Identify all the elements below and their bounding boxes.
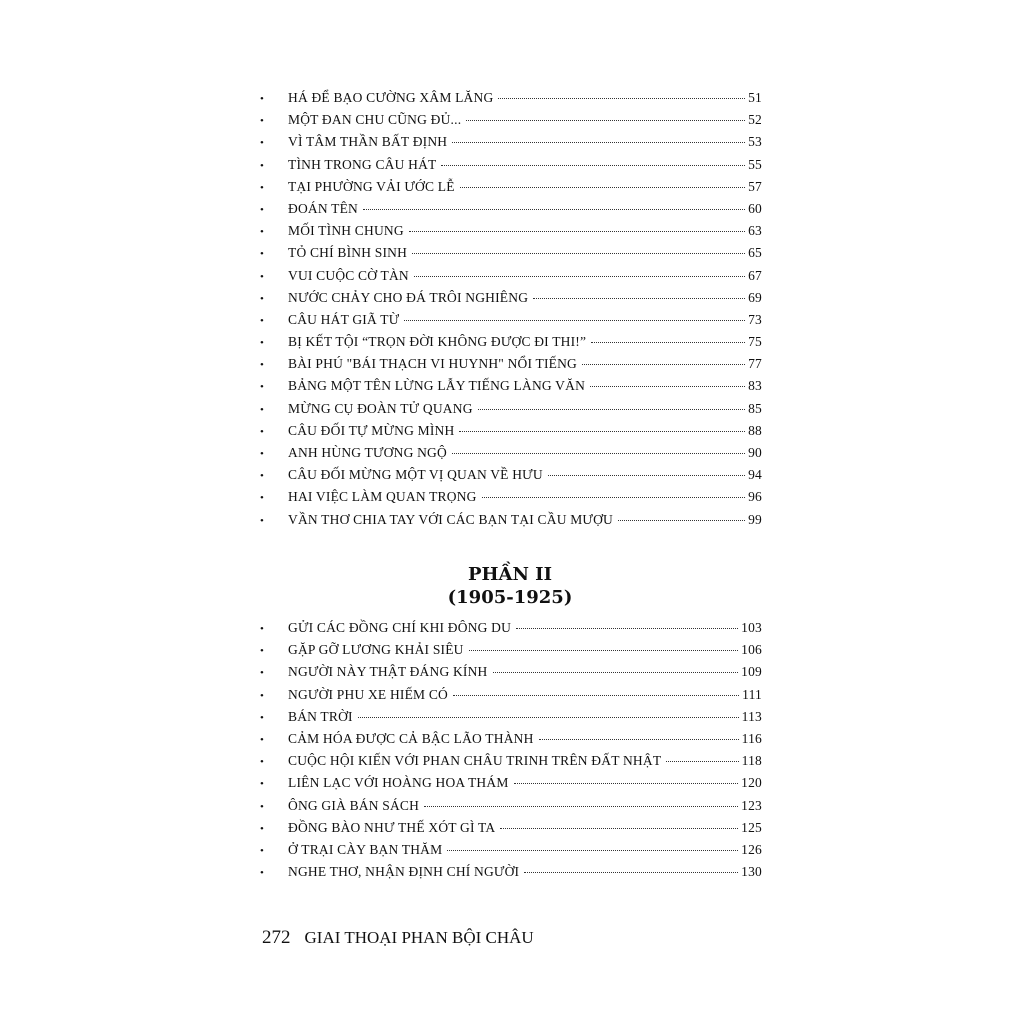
- toc-entry-page-number: 99: [748, 511, 762, 527]
- bullet-icon: •: [260, 292, 265, 305]
- toc-entry-page-number: 88: [748, 422, 762, 438]
- toc-entry: [258, 617, 762, 639]
- toc-entry-title: HÁ ĐỂ BẠO CƯỜNG XÂM LĂNG: [288, 90, 494, 105]
- dot-leader: [524, 872, 738, 873]
- toc-entry-page-number: 75: [748, 334, 762, 350]
- dot-leader: [412, 253, 745, 254]
- toc-entry-page-number: 126: [741, 841, 762, 857]
- dot-leader: [591, 342, 745, 343]
- bullet-icon: •: [260, 623, 265, 635]
- toc-entry-page-number: 85: [748, 400, 762, 416]
- dot-leader: [666, 761, 738, 762]
- toc-entry-page-number: 123: [741, 797, 762, 813]
- toc-entry: [258, 817, 762, 839]
- toc-entry-title: HAI VIỆC LÀM QUAN TRỌNG: [288, 489, 477, 505]
- bullet-icon: •: [260, 137, 265, 150]
- dot-leader: [493, 672, 739, 673]
- bullet-icon: •: [260, 314, 265, 327]
- toc-entry-page-number: 55: [748, 156, 762, 172]
- toc-entry: [258, 639, 762, 661]
- toc-entry-page-number: 67: [748, 267, 762, 283]
- running-title: GIAI THOẠI PHAN BỘI CHÂU: [304, 928, 534, 947]
- toc-entry-page-number: 57: [748, 178, 762, 194]
- bullet-icon: •: [260, 733, 265, 746]
- toc-entry: [258, 464, 762, 486]
- toc-entry-page-number: 111: [742, 686, 762, 702]
- toc-entry-page-number: 103: [741, 620, 762, 635]
- toc-entry-title: TỎ CHÍ BÌNH SINH: [288, 245, 408, 261]
- dot-leader: [548, 475, 745, 476]
- bullet-icon: •: [260, 203, 265, 216]
- toc-entry-page-number: 106: [741, 642, 762, 658]
- bullet-icon: •: [260, 778, 265, 791]
- toc-entry: [258, 750, 762, 772]
- bullet-icon: •: [260, 867, 265, 880]
- toc-entry-title: VẦN THƠ CHIA TAY VỚI CÁC BẠN TẠI CẦU MƯỢU: [288, 511, 613, 527]
- bullet-icon: •: [260, 159, 265, 172]
- toc-entry: [258, 684, 762, 706]
- dot-leader: [469, 650, 739, 651]
- toc-entry-title: NGƯỜI PHU XE HIẾM CÓ: [288, 686, 448, 702]
- bullet-icon: •: [260, 381, 265, 394]
- toc-entry: [258, 198, 762, 220]
- page-number: 272: [262, 927, 291, 948]
- bullet-icon: •: [260, 115, 265, 128]
- toc-entry-page-number: 77: [748, 356, 762, 372]
- toc-entry-title: Ở TRẠI CÀY BẠN THĂM: [288, 841, 443, 857]
- toc-entry-title: CÂU ĐỐI MỪNG MỘT VỊ QUAN VỀ HƯU: [288, 467, 543, 483]
- dot-leader: [460, 187, 745, 188]
- part-heading: [258, 563, 762, 609]
- toc-entry: [258, 728, 762, 750]
- dot-leader: [618, 520, 745, 521]
- toc-entry-page-number: 113: [741, 708, 762, 724]
- bullet-icon: •: [260, 711, 265, 724]
- toc-entry-title: CUỘC HỘI KIẾN VỚI PHAN CHÂU TRINH TRÊN ĐẤT NHẬT: [288, 753, 662, 769]
- toc-entry-page-number: 94: [748, 467, 762, 483]
- dot-leader: [514, 783, 739, 784]
- bullet-icon: •: [260, 226, 265, 239]
- toc-entry: [258, 661, 762, 683]
- dot-leader: [424, 806, 738, 807]
- dot-leader: [453, 695, 739, 696]
- toc-entry-title: TẠI PHƯỜNG VẢI ƯỚC LỄ: [288, 178, 455, 194]
- toc-entry-page-number: 53: [748, 134, 762, 150]
- toc-entry: [258, 265, 762, 287]
- bullet-icon: •: [260, 448, 265, 460]
- dot-leader: [363, 209, 745, 210]
- dot-leader: [447, 850, 738, 851]
- dot-leader: [409, 231, 745, 232]
- bullet-icon: •: [260, 844, 265, 857]
- toc-entry: [258, 486, 762, 508]
- toc-entry: [258, 706, 762, 728]
- toc-entry: [258, 442, 762, 464]
- toc-entry-title: GỬI CÁC ĐỒNG CHÍ KHI ĐÔNG DU: [288, 620, 512, 635]
- toc-entry-title: VÌ TÂM THẦN BẤT ĐỊNH: [288, 134, 448, 150]
- toc-entry: [258, 375, 762, 397]
- dot-leader: [482, 497, 745, 498]
- part-years: (1905-1925): [447, 587, 573, 608]
- toc-entry-title: TÌNH TRONG CÂU HÁT: [288, 156, 437, 172]
- dot-leader: [441, 165, 745, 166]
- bullet-icon: •: [260, 248, 265, 261]
- bullet-icon: •: [260, 93, 265, 105]
- toc-entry-page-number: 120: [741, 775, 762, 791]
- bullet-icon: •: [260, 181, 265, 194]
- toc-entry-page-number: 73: [748, 311, 762, 327]
- bullet-icon: •: [260, 800, 265, 813]
- toc-entry-title: BẢNG MỘT TÊN LỪNG LẪY TIẾNG LÀNG VĂN: [288, 378, 586, 394]
- dot-leader: [358, 717, 739, 718]
- dot-leader: [414, 276, 745, 277]
- bullet-icon: •: [260, 492, 265, 505]
- bullet-icon: •: [260, 403, 265, 416]
- toc-entry-title: ĐỒNG BÀO NHƯ THẾ XÓT GÌ TA: [288, 819, 496, 835]
- bullet-icon: •: [260, 822, 265, 835]
- toc-entry-title: MỪNG CỤ ĐOÀN TỬ QUANG: [288, 400, 473, 416]
- toc-entry: [258, 220, 762, 242]
- dot-leader: [590, 386, 745, 387]
- toc-entry: [258, 509, 762, 531]
- dot-leader: [516, 628, 738, 629]
- bullet-icon: •: [260, 359, 265, 372]
- toc-entry: [258, 176, 762, 198]
- toc-entry-title: ĐOÁN TÊN: [288, 200, 358, 216]
- bullet-icon: •: [260, 425, 265, 438]
- dot-leader: [466, 120, 745, 121]
- dot-leader: [500, 828, 738, 829]
- bullet-icon: •: [260, 689, 265, 702]
- dot-leader: [539, 739, 739, 740]
- toc-entry: [258, 839, 762, 861]
- toc-entry: [258, 242, 762, 264]
- toc-entry-title: BÀI PHÚ "BÁI THẠCH VI HUYNH" NỔI TIẾNG: [288, 356, 577, 372]
- toc-entry-page-number: 51: [748, 90, 762, 105]
- toc-entry-page-number: 52: [748, 112, 762, 128]
- toc-entry-title: CẢM HÓA ĐƯỢC CẢ BẬC LÃO THÀNH: [288, 730, 534, 746]
- toc-entry-page-number: 116: [741, 730, 762, 746]
- toc-entry-page-number: 90: [748, 445, 762, 460]
- bullet-icon: •: [260, 667, 265, 680]
- toc-entry-title: BỊ KẾT TỘI “TRỌN ĐỜI KHÔNG ĐƯỢC ĐI THI!”: [288, 334, 587, 350]
- toc-entry: [258, 87, 762, 109]
- toc-entry-title: NGHE THƠ, NHẬN ĐỊNH CHÍ NGƯỜI: [288, 864, 520, 880]
- bullet-icon: •: [260, 756, 265, 769]
- toc-entry: [258, 309, 762, 331]
- toc-entry-title: CÂU ĐỐI TỰ MỪNG MÌNH: [288, 422, 455, 438]
- toc-entry-page-number: 118: [741, 753, 762, 769]
- toc-entry: [258, 353, 762, 375]
- bullet-icon: •: [260, 514, 265, 527]
- toc-entry-page-number: 130: [741, 864, 762, 880]
- bullet-icon: •: [260, 470, 265, 483]
- toc-entry: [258, 131, 762, 153]
- toc-entry: [258, 287, 762, 309]
- toc-list-part-1: [258, 87, 762, 531]
- toc-entry-page-number: 63: [748, 223, 762, 239]
- bullet-icon: •: [260, 337, 265, 350]
- toc-entry-page-number: 96: [748, 489, 762, 505]
- dot-leader: [533, 298, 745, 299]
- toc-entry-title: MỘT ĐAN CHU CŨNG ĐỦ...: [288, 112, 462, 128]
- toc-entry-page-number: 60: [748, 200, 762, 216]
- toc-entry-page-number: 83: [748, 378, 762, 394]
- toc-entry: [258, 861, 762, 883]
- toc-entry: [258, 772, 762, 794]
- part-title: PHẦN II: [467, 564, 553, 585]
- toc-entry-title: VUI CUỘC CỜ TÀN: [288, 267, 409, 283]
- toc-entry: [258, 795, 762, 817]
- dot-leader: [452, 453, 745, 454]
- toc-entry: [258, 331, 762, 353]
- dot-leader: [404, 320, 745, 321]
- dot-leader: [459, 431, 745, 432]
- bullet-icon: •: [260, 270, 265, 283]
- toc-entry: [258, 398, 762, 420]
- bullet-icon: •: [260, 645, 265, 658]
- toc-entry-page-number: 109: [741, 664, 762, 680]
- toc-entry-page-number: 65: [748, 245, 762, 261]
- toc-entry-title: CÂU HÁT GIÃ TỪ: [288, 311, 400, 327]
- toc-entry-title: LIÊN LẠC VỚI HOÀNG HOA THÁM: [288, 775, 509, 791]
- dot-leader: [452, 142, 745, 143]
- toc-entry-title: ANH HÙNG TƯƠNG NGỘ: [288, 445, 447, 460]
- toc-entry-page-number: 125: [741, 819, 762, 835]
- toc-entry-title: ÔNG GIÀ BÁN SÁCH: [288, 797, 420, 813]
- toc-entry-page-number: 69: [748, 289, 762, 305]
- toc-entry-title: MỐI TÌNH CHUNG: [288, 223, 404, 239]
- toc-entry: [258, 420, 762, 442]
- dot-leader: [582, 364, 745, 365]
- toc-entry-title: GẶP GỠ LƯƠNG KHẢI SIÊU: [288, 642, 464, 658]
- toc-entry: [258, 109, 762, 131]
- page-footer: [262, 927, 534, 949]
- toc-entry-title: NƯỚC CHẢY CHO ĐÁ TRÔI NGHIÊNG: [288, 289, 529, 305]
- toc-entry: [258, 154, 762, 176]
- toc-entry-title: NGƯỜI NÀY THẬT ĐÁNG KÍNH: [288, 664, 488, 680]
- toc-list-part-2: [258, 617, 762, 883]
- toc-entry-title: BÁN TRỜI: [288, 708, 353, 724]
- dot-leader: [498, 98, 745, 99]
- dot-leader: [478, 409, 745, 410]
